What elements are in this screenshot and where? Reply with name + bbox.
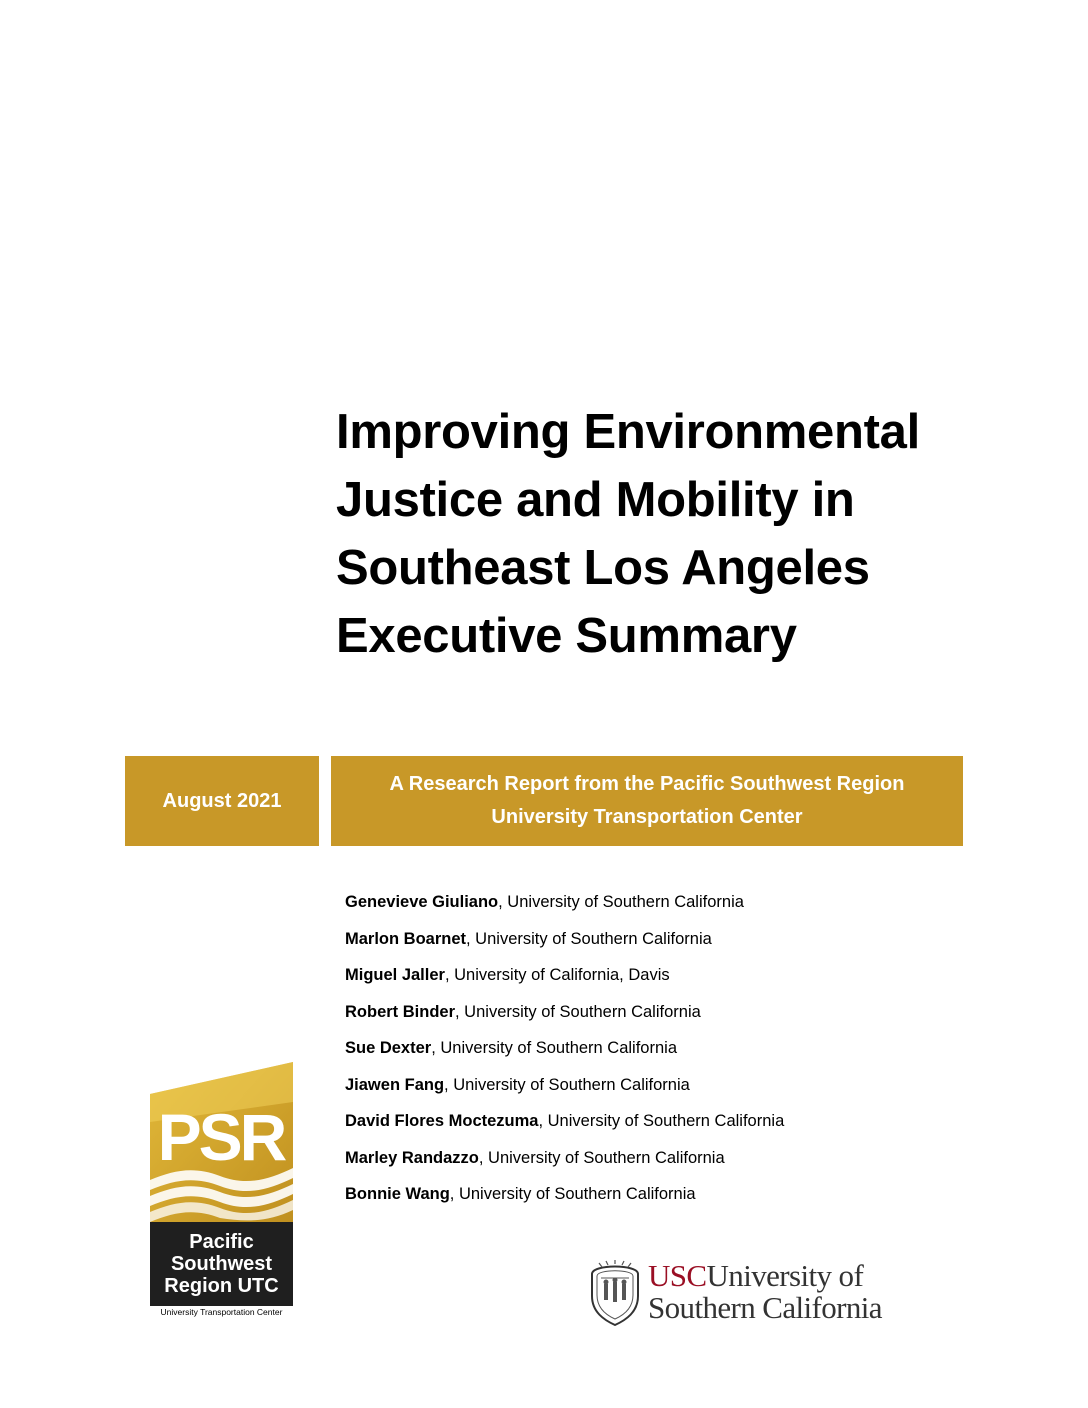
psr-name-line-1: Pacific xyxy=(189,1231,254,1253)
date-banner xyxy=(125,756,319,846)
psr-name-line-3: Region UTC xyxy=(164,1275,279,1297)
author-affiliation: , University of Southern California xyxy=(538,1112,785,1130)
author-name: Miguel Jaller xyxy=(345,966,445,984)
author-affiliation: , University of Southern California xyxy=(478,1148,725,1167)
author-affiliation: , University of Southern California xyxy=(498,893,744,911)
author-item xyxy=(345,957,784,994)
report-title xyxy=(336,398,1036,670)
psr-name-block xyxy=(150,1222,293,1306)
author-item xyxy=(345,921,784,958)
psr-logo xyxy=(150,1062,293,1320)
author-affiliation: , University of Southern California xyxy=(466,929,712,948)
author-name: Sue Dexter xyxy=(345,1039,432,1057)
author-affiliation: , University of Southern California xyxy=(455,1002,701,1021)
report-date: August 2021 xyxy=(162,789,282,812)
author-list xyxy=(345,884,784,1213)
psr-caption: University Transportation Center xyxy=(160,1307,283,1317)
author-item xyxy=(345,994,784,1031)
title-line-1: Improving Environmental xyxy=(336,405,920,459)
title-line-4: Executive Summary xyxy=(336,609,797,663)
author-affiliation: , University of California, Davis xyxy=(444,966,670,984)
psr-mark: PSR xyxy=(157,1100,285,1174)
author-name: David Flores Moctezuma xyxy=(345,1112,539,1130)
author-name: Jiawen Fang xyxy=(345,1075,445,1094)
author-item xyxy=(345,1176,784,1213)
author-item xyxy=(345,1140,784,1177)
author-item xyxy=(345,1067,784,1104)
usc-logo xyxy=(588,1258,918,1330)
author-name: Robert Binder xyxy=(345,1002,456,1021)
author-name: Genevieve Giuliano xyxy=(345,893,499,911)
report-source-line-2: University Transportation Center xyxy=(491,806,803,828)
usc-wordmark-line-2: Southern California xyxy=(648,1290,882,1325)
author-item xyxy=(345,1103,784,1140)
author-name: Marlon Boarnet xyxy=(345,929,467,948)
usc-mark: USC xyxy=(648,1258,707,1293)
author-affiliation: , University of Southern California xyxy=(431,1039,677,1057)
psr-name-line-2: Southwest xyxy=(170,1253,273,1275)
usc-seal-icon xyxy=(588,1258,642,1326)
author-name: Marley Randazzo xyxy=(345,1148,479,1167)
author-item xyxy=(345,1030,784,1067)
title-line-2: Justice and Mobility in xyxy=(336,473,855,527)
usc-wordmark-line-1 xyxy=(648,1258,863,1294)
title-line-3: Southeast Los Angeles xyxy=(336,541,870,595)
usc-university-of: University of xyxy=(706,1258,864,1293)
author-affiliation: , University of Southern California xyxy=(449,1185,696,1203)
report-source-line-1: A Research Report from the Pacific Southwest Region xyxy=(389,773,905,795)
author-name: Bonnie Wang xyxy=(345,1185,450,1203)
report-source-banner xyxy=(331,756,963,846)
author-affiliation: , University of Southern California xyxy=(444,1075,690,1094)
author-item xyxy=(345,884,784,921)
psr-wave-icon xyxy=(150,1062,293,1222)
